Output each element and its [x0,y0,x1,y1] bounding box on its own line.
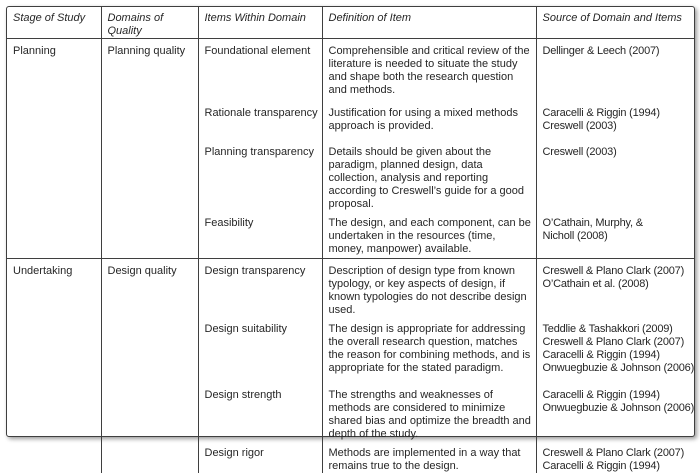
source-cell [536,259,694,318]
domain-cell: Design quality [101,259,198,473]
header-definition-of-item: Definition of Item [322,7,536,39]
source-line: Dellinger & Leech (2007) [543,45,691,58]
source-line: Caracelli & Riggin (1994) [543,389,691,402]
source-line: O’Cathain, Murphy, & [543,217,691,230]
header-items-within-domain: Items Within Domain [198,7,322,39]
source-cell [536,211,694,259]
item-cell: Planning transparency [198,140,322,211]
source-line: Onwuegbuzie & Johnson (2006) [543,402,691,415]
source-cell [536,441,694,473]
source-cell [536,140,694,211]
item-cell: Feasibility [198,211,322,259]
item-cell: Design rigor [198,441,322,473]
definition-cell: Methods are implemented in a way that remains true to the design. [322,441,536,473]
source-cell [536,383,694,441]
definition-cell: Details should be given about the paradigm, planned design, data collection, analysis and reporting according to Creswell’s guide for a good proposal. [322,140,536,211]
item-cell: Rationale transparency [198,101,322,140]
source-line: O’Cathain et al. (2008) [543,278,691,291]
quality-framework-table-card [6,6,695,437]
stage-cell: Undertaking [7,259,101,473]
item-cell: Foundational element [198,39,322,101]
definition-cell: The strengths and weaknesses of methods are considered to minimize shared bias and optimize the breadth and depth of the study. [322,383,536,441]
header-domains-of-quality: Domains of Quality [101,7,198,39]
source-line: Caracelli & Riggin (1994) [543,107,691,120]
item-cell: Design transparency [198,259,322,318]
source-cell [536,101,694,140]
source-line: Creswell (2003) [543,120,691,133]
definition-cell: Justification for using a mixed methods approach is provided. [322,101,536,140]
source-cell [536,317,694,383]
source-line: Onwuegbuzie & Johnson (2006) [543,362,691,375]
table-row [7,259,694,318]
source-line: Nicholl (2008) [543,230,691,243]
definition-cell: The design, and each component, can be undertaken in the resources (time, money, manpower) available. [322,211,536,259]
definition-cell: The design is appropriate for addressing the overall research question, matches the reason for combining methods, and is appropriate for the stated paradigm. [322,317,536,383]
item-cell: Design strength [198,383,322,441]
quality-framework-table [7,7,694,473]
header-source-of-domain-and-items: Source of Domain and Items [536,7,694,39]
source-line: Teddlie & Tashakkori (2009) [543,323,691,336]
stage-cell: Planning [7,39,101,259]
item-cell: Design suitability [198,317,322,383]
source-line: Caracelli & Riggin (1994) [543,460,691,473]
header-stage-of-study: Stage of Study [7,7,101,39]
source-line: Creswell & Plano Clark (2007) [543,336,691,349]
source-line: Creswell & Plano Clark (2007) [543,447,691,460]
source-cell [536,39,694,101]
definition-cell: Description of design type from known typology, or key aspects of design, if known typologies do not describe design used. [322,259,536,318]
header-row [7,7,694,39]
source-line: Creswell (2003) [543,146,691,159]
source-line: Creswell & Plano Clark (2007) [543,265,691,278]
source-line: Caracelli & Riggin (1994) [543,349,691,362]
domain-cell: Planning quality [101,39,198,259]
definition-cell: Comprehensible and critical review of the literature is needed to situate the study and shape both the research question and methods. [322,39,536,101]
table-row [7,39,694,101]
